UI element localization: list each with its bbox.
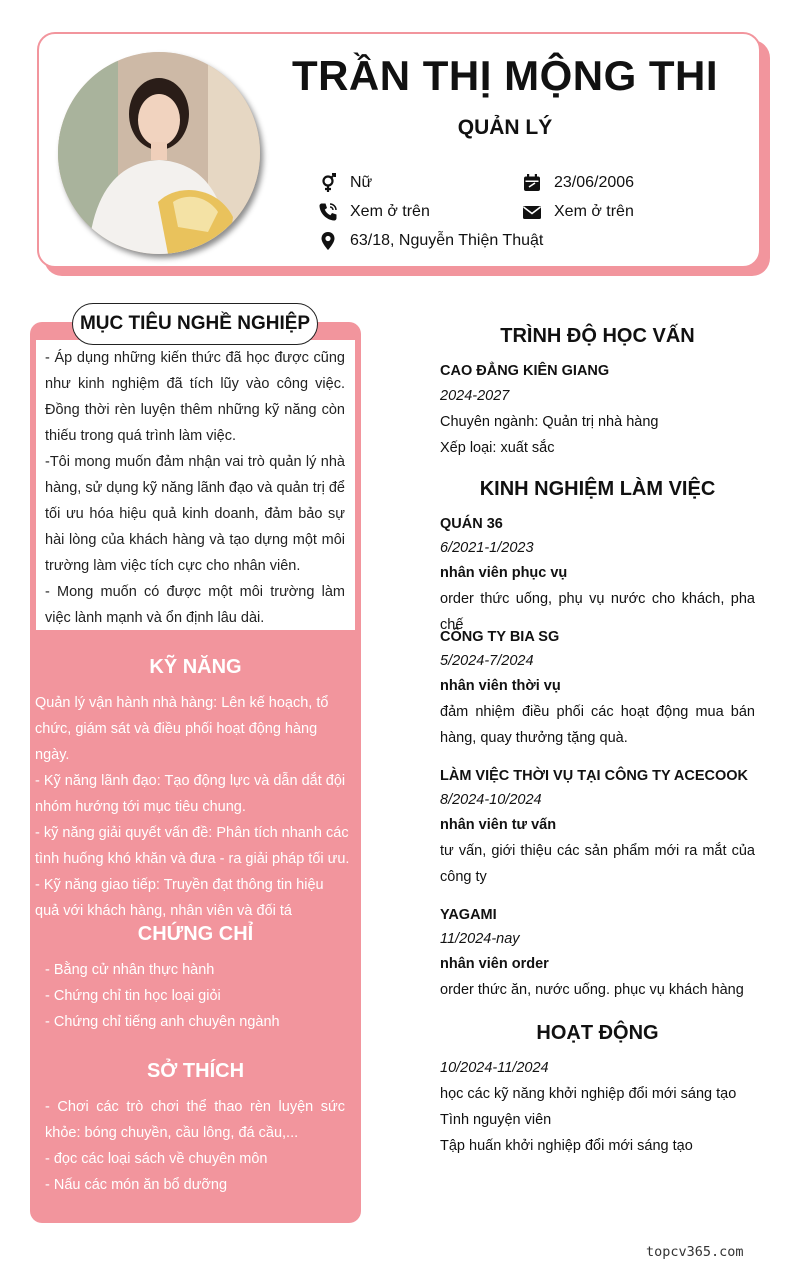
experience-title: KINH NGHIỆM LÀM VIỆC bbox=[479, 478, 716, 500]
job-description: order thức ăn, nước uống. phục vụ khách hàng bbox=[440, 982, 744, 998]
candidate-role: QUẢN LÝ bbox=[457, 116, 553, 139]
candidate-name: TRẦN THỊ MỘNG THI bbox=[291, 52, 719, 99]
phone-icon bbox=[318, 202, 338, 222]
certificate-item: - Bằng cử nhân thực hành bbox=[45, 962, 215, 978]
location-pin-icon bbox=[318, 231, 338, 251]
job-description: đảm nhiệm điều phối các hoạt động mua bán hàng, quay thưởng tặng quà. bbox=[440, 704, 755, 746]
job-entry bbox=[440, 625, 755, 751]
certificates-list bbox=[45, 957, 345, 1035]
email-row bbox=[522, 200, 634, 224]
hobby-item: - Nấu các món ăn bổ dưỡng bbox=[45, 1177, 228, 1193]
job-position: nhân viên thời vụ bbox=[440, 678, 561, 694]
skills-title: KỸ NĂNG bbox=[149, 656, 242, 678]
certificates-title: CHỨNG CHỈ bbox=[137, 923, 254, 945]
job-position: nhân viên order bbox=[440, 956, 549, 972]
job-period: 8/2024-10/2024 bbox=[440, 792, 542, 808]
job-period: 11/2024-nay bbox=[440, 931, 520, 947]
avatar bbox=[58, 52, 260, 254]
address-row bbox=[318, 229, 543, 253]
phone-value: Xem ở trên bbox=[350, 203, 430, 220]
activity-item: Tập huấn khởi nghiệp đổi mới sáng tạo bbox=[440, 1138, 693, 1154]
skill-item: - Kỹ năng lãnh đạo: Tạo động lực và dẫn dắt đội nhóm hướng tới mục tiêu chung. bbox=[35, 773, 346, 815]
address-value: 63/18, Nguyễn Thiện Thuật bbox=[350, 232, 544, 249]
gender-row bbox=[318, 171, 372, 195]
hobby-item: - Chơi các trò chơi thể thao rèn luyện sức khỏe: bóng chuyền, cầu lông, đá cầu,... bbox=[45, 1099, 345, 1141]
gender-icon bbox=[318, 173, 338, 193]
school-name: CAO ĐẲNG KIÊN GIANG bbox=[440, 363, 610, 379]
birthdate-row bbox=[522, 171, 634, 195]
job-position: nhân viên tư vấn bbox=[440, 817, 557, 833]
calendar-icon bbox=[522, 173, 542, 193]
envelope-icon bbox=[522, 202, 542, 222]
skill-item: - kỹ năng giải quyết vấn đề: Phân tích nhanh các tình huống khó khăn và đưa - ra giải pháp tối ưu. bbox=[35, 825, 350, 867]
job-entry bbox=[440, 903, 755, 1003]
skill-item: Quản lý vận hành nhà hàng: Lên kế hoạch, tổ chức, giám sát và điều phối hoạt động hàng ngày. bbox=[35, 695, 329, 763]
hobbies-list bbox=[45, 1094, 345, 1198]
activity-item: học các kỹ năng khởi nghiệp đổi mới sáng tạo bbox=[440, 1086, 737, 1102]
certificate-item: - Chứng chỉ tiếng anh chuyên ngành bbox=[45, 1014, 280, 1030]
hobby-item: - đọc các loại sách về chuyên môn bbox=[45, 1151, 268, 1167]
skills-list bbox=[35, 690, 350, 924]
activities-section bbox=[440, 1056, 755, 1159]
activity-period: 10/2024-11/2024 bbox=[440, 1060, 549, 1076]
education-title: TRÌNH ĐỘ HỌC VẤN bbox=[500, 325, 695, 347]
school-major: Chuyên ngành: Quản trị nhà hàng bbox=[440, 414, 659, 430]
phone-row bbox=[318, 200, 430, 224]
job-description: tư vấn, giới thiệu các sản phẩm mới ra mắt của công ty bbox=[440, 843, 755, 885]
birthdate-value: 23/06/2006 bbox=[554, 174, 635, 191]
objective-title: MỤC TIÊU NGHỀ NGHIỆP bbox=[72, 303, 318, 345]
activity-item: Tình nguyện viên bbox=[440, 1112, 552, 1128]
watermark: topcv365.com bbox=[646, 1244, 744, 1260]
avatar-photo bbox=[58, 52, 260, 254]
job-period: 6/2021-1/2023 bbox=[440, 540, 534, 556]
objective-text bbox=[45, 345, 345, 631]
email-value: Xem ở trên bbox=[554, 203, 634, 220]
job-company: LÀM VIỆC THỜI VỤ TẠI CÔNG TY ACECOOK bbox=[440, 768, 749, 784]
education-section bbox=[440, 359, 755, 461]
school-period: 2024-2027 bbox=[440, 388, 510, 404]
gender-value: Nữ bbox=[350, 174, 373, 191]
certificate-item: - Chứng chỉ tin học loại giỏi bbox=[45, 988, 221, 1004]
job-position: nhân viên phục vụ bbox=[440, 565, 568, 581]
job-period: 5/2024-7/2024 bbox=[440, 653, 534, 669]
objective-paragraph: - Mong muốn có được một môi trường làm việc lành mạnh và ổn định lâu dài. bbox=[45, 584, 345, 626]
activities-title: HOẠT ĐỘNG bbox=[536, 1022, 659, 1044]
hobbies-title: SỞ THÍCH bbox=[146, 1060, 245, 1082]
job-company: QUÁN 36 bbox=[440, 516, 503, 532]
skill-item: - Kỹ năng giao tiếp: Truyền đạt thông tin hiệu quả với khách hàng, nhân viên và đối tá bbox=[35, 877, 324, 919]
job-company: CÔNG TY BIA SG bbox=[440, 629, 560, 645]
job-company: YAGAMI bbox=[440, 907, 497, 923]
school-grade: Xếp loại: xuất sắc bbox=[440, 440, 555, 456]
job-entry bbox=[440, 512, 755, 638]
objective-paragraph: - Áp dụng những kiến thức đã học được cũng như kinh nghiệm đã tích lũy vào công việc. Đồng thời rèn luyện thêm những kỹ năng còn thiếu trong quá trình làm việc. bbox=[45, 350, 345, 444]
objective-paragraph: -Tôi mong muốn đảm nhận vai trò quản lý nhà hàng, sử dụng kỹ năng lãnh đạo và quản trị để tối ưu hóa hiệu quả kinh doanh, đảm bảo sự hài lòng của khách hàng và tạo dựng một môi trường làm việc tích cực cho nhân viên. bbox=[45, 454, 345, 574]
job-entry bbox=[440, 764, 755, 890]
job-description: order thức uống, phụ vụ nước cho khách, pha chế bbox=[440, 591, 755, 633]
